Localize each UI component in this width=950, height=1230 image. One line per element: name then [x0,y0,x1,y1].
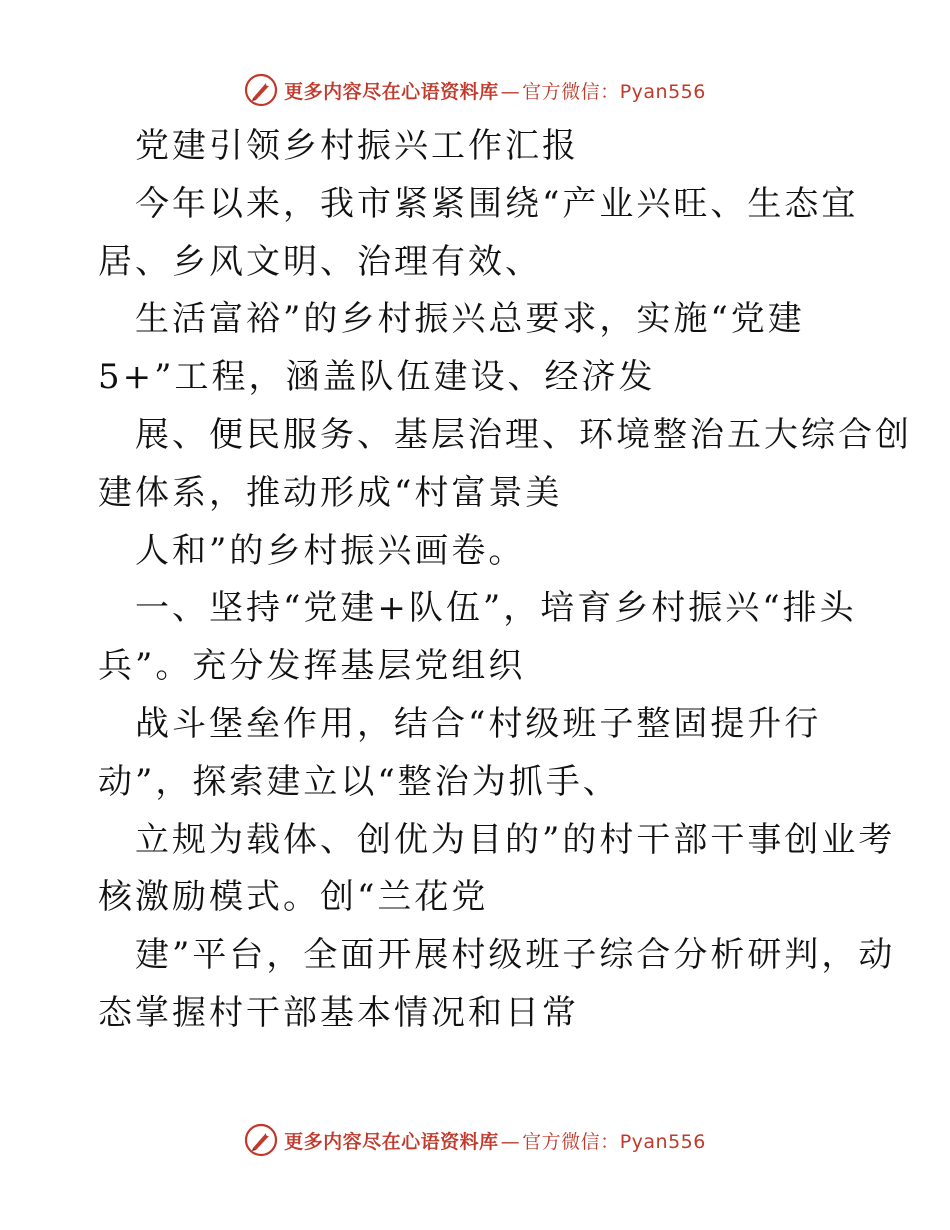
text-line: 一、坚持“党建+队伍”，培育乡村振兴“排头 [135,588,857,629]
pen-logo-icon [244,1123,278,1157]
document-title: 党建引领乡村振兴工作汇报 [135,126,579,166]
header-banner-text [284,77,706,104]
header-banner-lead: 更多内容尽在心语资料库 [284,80,499,103]
text-line: 建”平台，全面开展村级班子综合分析研判，动 [135,935,896,976]
text-line: 居、乡风文明、治理有效、 [98,241,542,282]
footer-banner [0,1120,950,1160]
text-line: 5+”工程，涵盖队伍建设、经济发 [98,357,656,398]
text-line: 建体系，推动形成“村富景美 [98,472,563,513]
text-line: 今年以来，我市紧紧围绕“产业兴旺、生态宜 [135,183,859,224]
header-banner [0,70,950,110]
footer-banner-text [284,1127,706,1154]
text-line: 人和”的乡村振兴画卷。 [135,530,526,571]
header-banner-wechat-id: Pyan556 [619,80,706,103]
footer-banner-separator: — [500,1130,521,1153]
text-line: 展、便民服务、基层治理、环境整治五大综合创 [135,414,912,455]
text-line: 动”，探索建立以“整治为抓手、 [98,761,620,802]
footer-banner-wechat-id: Pyan556 [619,1130,706,1153]
pen-logo-icon [244,73,278,107]
header-banner-separator: — [500,80,521,103]
header-banner-tail: 官方微信： [522,80,620,103]
footer-banner-lead: 更多内容尽在心语资料库 [284,1130,499,1153]
text-line: 战斗堡垒作用，结合“村级班子整固提升行 [135,703,822,744]
footer-banner-tail: 官方微信： [522,1130,620,1153]
text-line: 生活富裕”的乡村振兴总要求，实施“党建 [135,299,805,340]
document-body [0,118,950,1043]
text-line: 立规为载体、创优为目的”的村干部干事创业考 [135,819,896,860]
text-line: 兵”。充分发挥基层党组织 [98,646,526,687]
text-line: 态掌握村干部基本情况和日常 [98,992,579,1033]
text-line: 核激励模式。创“兰花党 [98,877,489,918]
